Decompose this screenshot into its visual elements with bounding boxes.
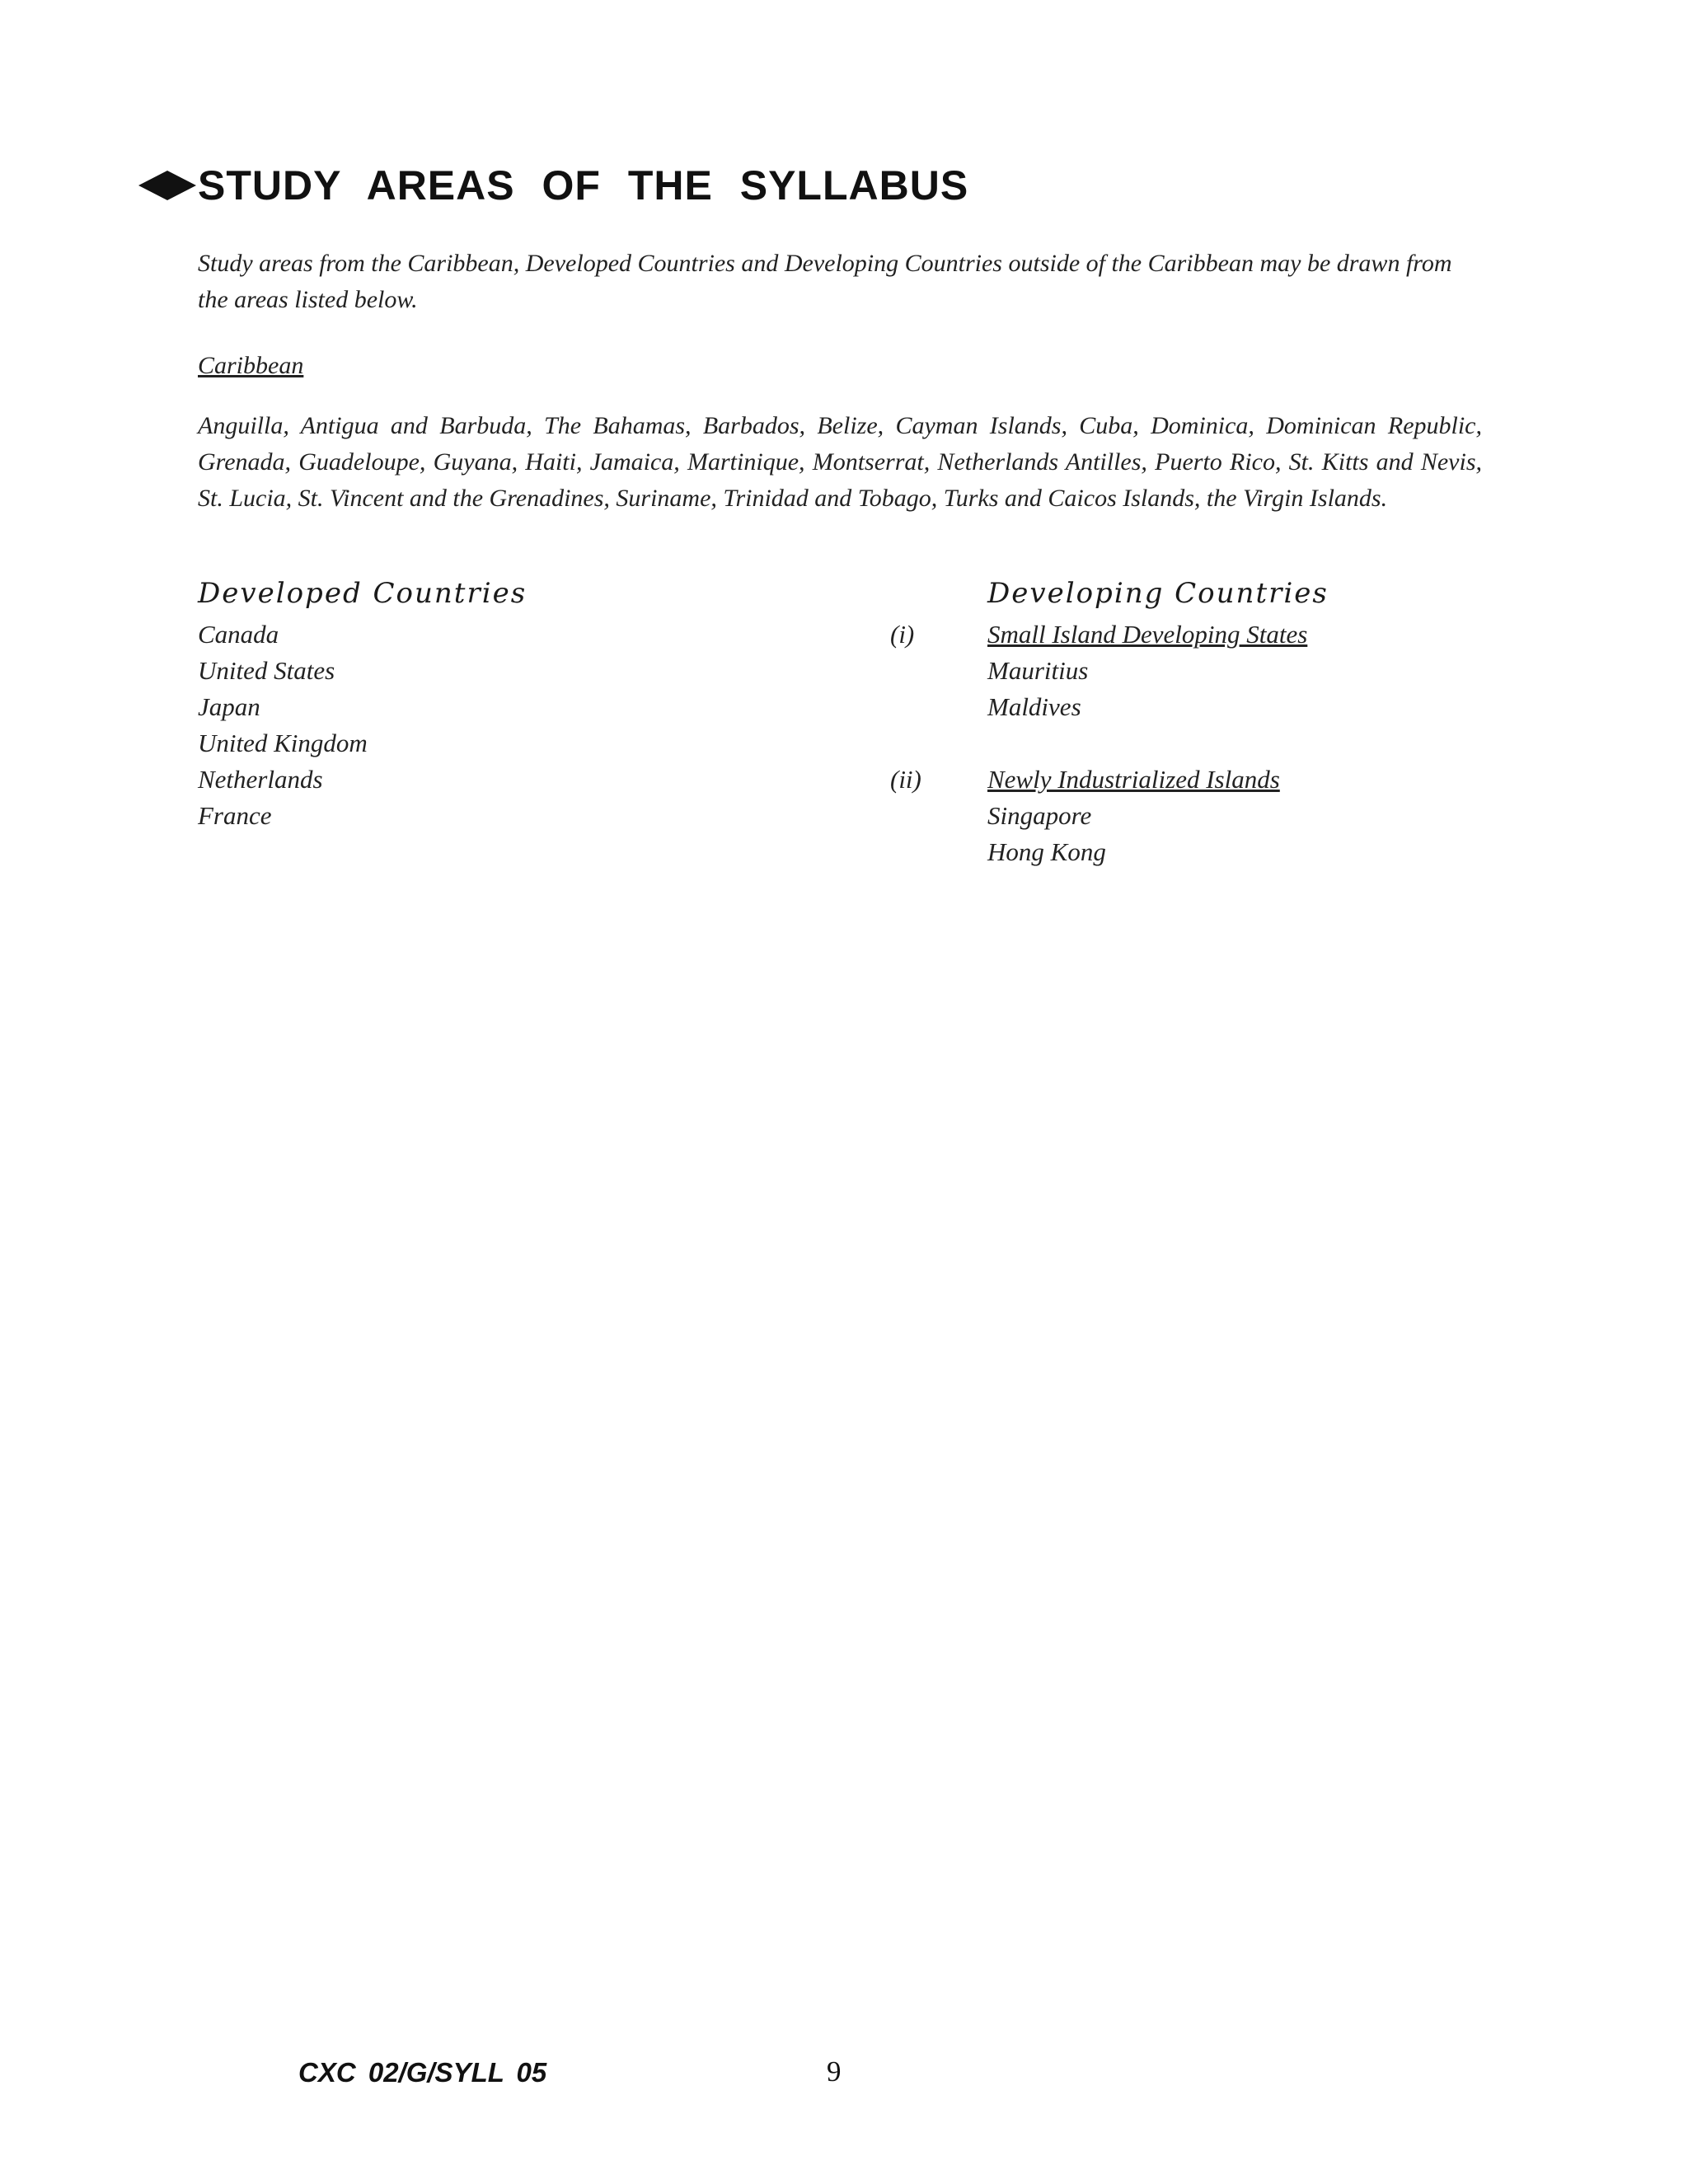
section-heading (138, 162, 968, 209)
caribbean-country-list: Anguilla, Antigua and Barbuda, The Bahamas, Barbados, Belize, Cayman Islands, Cuba, Dominica, Dominican Republic, Grenada, Guadeloupe, Guyana, Haiti, Jamaica, Martinique, Montserrat, Netherlands Antilles, Puerto Rico, St. Kitts and Nevis, St. Lucia, St. Vincent and the Grenadines, Suriname, Trinidad and Tobago, Turks and Caicos Islands, the Virgin Islands. (198, 412, 1482, 512)
group-numeral-ii: (ii) (890, 765, 921, 794)
list-item: Mauritius (987, 656, 1089, 685)
developed-countries-heading: Developed Countries (198, 577, 528, 610)
developing-countries-heading: Developing Countries (987, 577, 1329, 610)
list-item: Singapore (987, 801, 1092, 830)
newly-industrialized-islands-list (987, 762, 1280, 870)
intro-paragraph: Study areas from the Caribbean, Developed Countries and Developing Countries outside of the Caribbean may be drawn from the areas listed below. (198, 250, 1452, 313)
list-item: United States (198, 656, 335, 685)
group-numeral-i: (i) (890, 620, 915, 649)
page-number: 9 (827, 2055, 842, 2088)
group-title: Small Island Developing States (987, 620, 1308, 649)
list-item: Hong Kong (987, 837, 1106, 866)
list-item: Maldives (987, 692, 1081, 721)
list-item: United Kingdom (198, 729, 368, 757)
syllabus-code: CXC 02/G/SYLL 05 (298, 2057, 547, 2088)
small-island-developing-states-list (987, 616, 1307, 725)
caribbean-heading: Caribbean (198, 352, 304, 379)
developed-countries-list (198, 616, 368, 834)
list-item: Japan (198, 692, 260, 721)
section-title: STUDY AREAS OF THE SYLLABUS (198, 162, 969, 209)
diamond-bullet-icon (138, 169, 196, 202)
list-item: Netherlands (198, 765, 323, 794)
list-item: Canada (198, 620, 279, 649)
list-item: France (198, 801, 272, 830)
group-title: Newly Industrialized Islands (987, 765, 1280, 794)
